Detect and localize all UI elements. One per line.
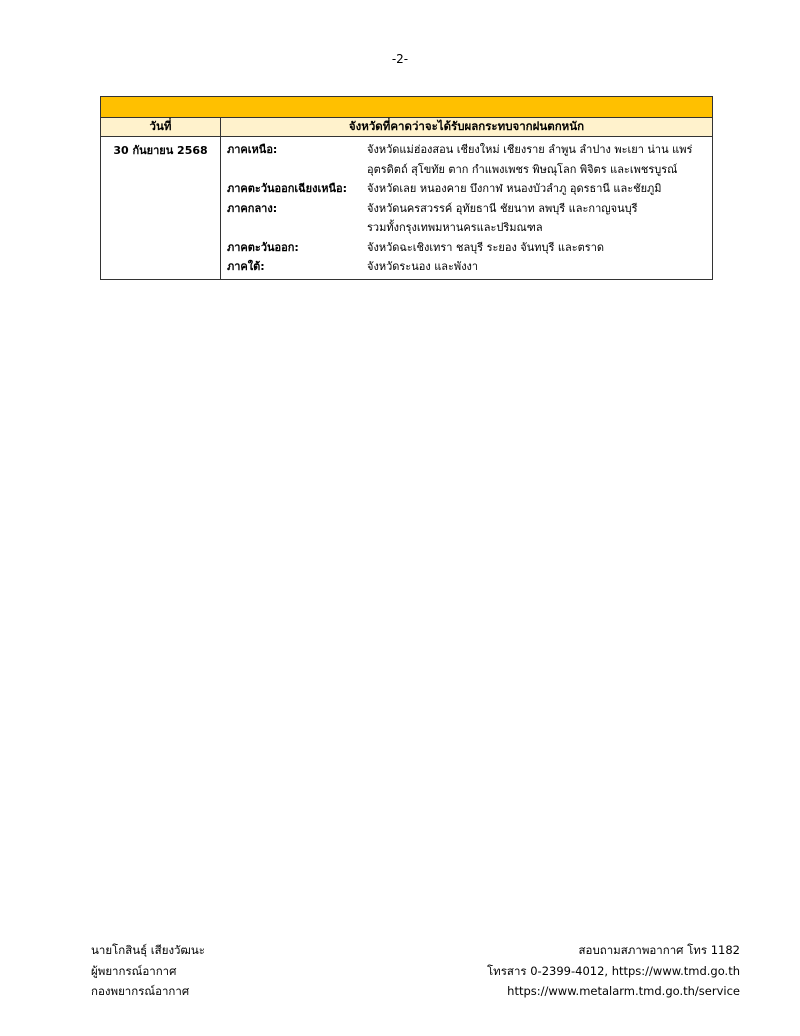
forecaster-title: ผู้พยากรณ์อากาศ xyxy=(91,963,177,978)
division-name: กองพยากรณ์อากาศ xyxy=(91,984,190,998)
table-row xyxy=(101,137,713,280)
region-provinces: จังหวัดเลย หนองคาย บึงกาฬ หนองบัวลำภู อุดรธานี และชัยภูมิ xyxy=(367,182,662,195)
region-provinces: จังหวัดนครสวรรค์ อุทัยธานี ชัยนาท ลพบุรี และกาญจนบุรี xyxy=(367,201,638,215)
region-central xyxy=(227,199,708,219)
region-north xyxy=(227,140,708,160)
table-header-row xyxy=(101,118,713,137)
region-provinces: จังหวัดระนอง และพังงา xyxy=(367,260,479,273)
region-label: ภาคกลาง: xyxy=(227,201,278,215)
region-label: ภาคตะวันออกเฉียงเหนือ: xyxy=(227,182,348,195)
region-north-continued xyxy=(227,160,708,180)
regions-cell xyxy=(221,137,713,280)
region-label: ภาคตะวันออก: xyxy=(227,240,299,254)
date-column-header: วันที่ xyxy=(101,118,221,137)
forecaster-name: นายโกสินธุ์ เสียงวัฒนะ xyxy=(91,943,205,957)
region-provinces: จังหวัดฉะเชิงเทรา ชลบุรี ระยอง จันทบุรี และตราด xyxy=(367,240,605,254)
provinces-column-header: จังหวัดที่คาดว่าจะได้รับผลกระทบจากฝนตกหนัก xyxy=(221,118,713,137)
table-banner-row xyxy=(101,97,713,118)
region-provinces: อุตรดิตถ์ สุโขทัย ตาก กำแพงเพชร พิษณุโลก พิจิตร และเพชรบูรณ์ xyxy=(367,162,678,176)
region-label: ภาคใต้: xyxy=(227,260,265,273)
table-banner xyxy=(101,97,713,118)
service-link: https://www.metalarm.tmd.go.th/service xyxy=(507,984,740,998)
footer-contact xyxy=(487,940,740,1002)
region-south xyxy=(227,257,708,277)
region-central-continued xyxy=(227,218,708,238)
fax-website-text: โทรสาร 0-2399-4012, https://www.tmd.go.th xyxy=(487,963,740,978)
region-label: ภาคเหนือ: xyxy=(227,143,278,156)
region-provinces: รวมทั้งกรุงเทพมหานครและปริมณฑล xyxy=(367,221,543,234)
region-provinces: จังหวัดแม่ฮ่องสอน เชียงใหม่ เชียงราย ลำพูน ลำปาง พะเยา น่าน แพร่ xyxy=(367,143,693,156)
hotline-text: สอบถามสภาพอากาศ โทร 1182 xyxy=(578,943,740,957)
region-northeast xyxy=(227,179,708,199)
forecast-table xyxy=(100,96,713,280)
footer-signature xyxy=(91,940,205,1002)
page-number: -2- xyxy=(391,52,409,66)
region-east xyxy=(227,238,708,258)
date-cell: 30 กันยายน 2568 xyxy=(101,137,221,280)
